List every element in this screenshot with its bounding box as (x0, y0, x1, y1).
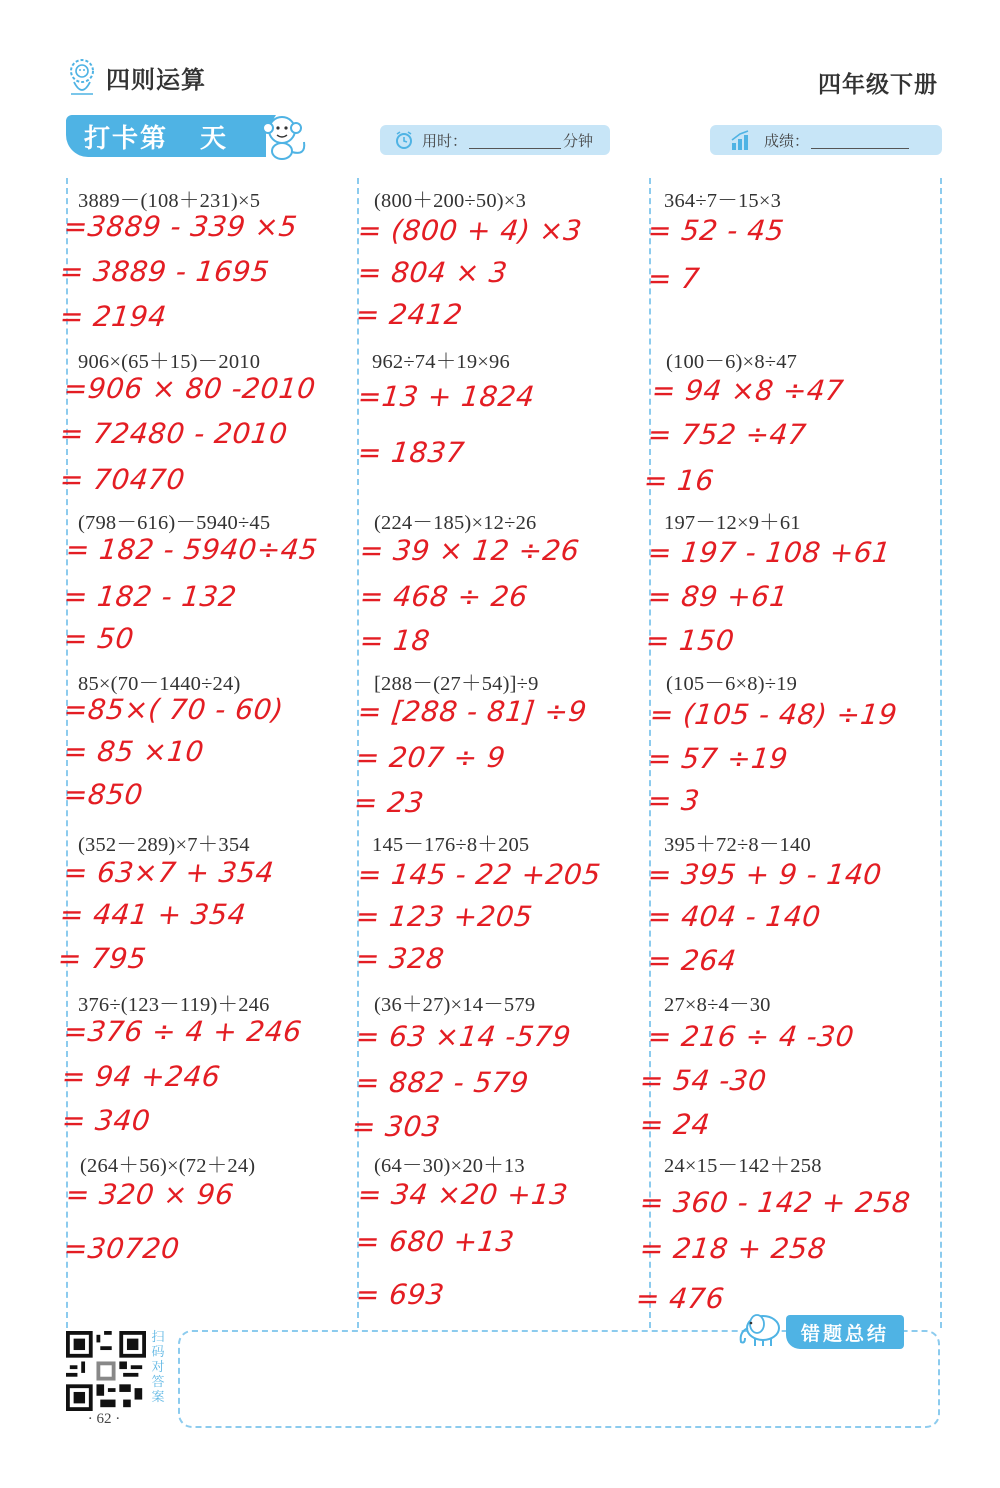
lion-mascot-icon (66, 58, 98, 96)
time-field (380, 125, 610, 155)
problem-question: 376÷(123－119)＋246 (78, 994, 270, 1016)
handwritten-step: = 182 - 5940÷45 (64, 533, 320, 566)
handwritten-step: = 123 +205 (354, 900, 535, 933)
score-blank[interactable] (811, 132, 909, 149)
problem-question: (100－6)×8÷47 (666, 351, 798, 373)
handwritten-step: = 89 +61 (646, 580, 790, 613)
handwritten-step: = 216 ÷ 4 -30 (646, 1020, 856, 1053)
handwritten-step: = 476 (634, 1282, 727, 1315)
header-left (66, 58, 206, 96)
handwritten-step: = 24 (638, 1108, 712, 1141)
problem-question: 85×(70－1440÷24) (78, 673, 241, 695)
handwritten-step: = 882 - 579 (354, 1066, 531, 1099)
problem-question: (224－185)×12÷26 (374, 512, 537, 534)
handwritten-step: = 63×7 + 354 (62, 856, 276, 889)
bar-chart-icon (730, 129, 752, 151)
handwritten-step: = 16 (642, 464, 716, 497)
elephant-mascot-icon (733, 1306, 789, 1350)
handwritten-step: =850 (62, 778, 145, 811)
problem-question: 906×(65＋15)－2010 (78, 351, 261, 373)
problem-question: (798－616)－5940÷45 (78, 512, 271, 534)
handwritten-step: = 468 ÷ 26 (358, 580, 530, 613)
handwritten-step: = 804 × 3 (356, 256, 510, 289)
problem-question: (105－6×8)÷19 (666, 673, 798, 695)
handwritten-step: = 18 (358, 624, 432, 657)
handwritten-step: = 218 + 258 (638, 1232, 828, 1265)
problem-question: (264＋56)×(72＋24) (80, 1155, 256, 1177)
problem-question: (36＋27)×14－579 (374, 994, 536, 1016)
time-label: 用时： (422, 131, 468, 150)
handwritten-step: =85×( 70 - 60) (62, 693, 286, 726)
handwritten-step: = 63 ×14 -579 (354, 1020, 573, 1053)
handwritten-step: = 320 × 96 (64, 1178, 236, 1211)
mistake-summary-label: 错题总结 (786, 1315, 904, 1349)
problem-question: [288－(27＋54)]÷9 (374, 673, 539, 695)
qr-code-icon[interactable] (66, 1331, 146, 1411)
handwritten-step: = (105 - 48) ÷19 (648, 698, 899, 731)
handwritten-step: = 50 (62, 622, 136, 655)
problem-question: 962÷74＋19×96 (372, 351, 510, 373)
problem-question: 364÷7－15×3 (664, 190, 782, 212)
grade-label: 四年级下册 (818, 72, 938, 98)
monkey-mascot-icon (256, 110, 312, 162)
handwritten-step: = 85 ×10 (62, 735, 206, 768)
problem-question: (64－30)×20＋13 (374, 1155, 525, 1177)
problem-question: 197－12×9＋61 (664, 512, 801, 534)
alarm-clock-icon (394, 130, 414, 150)
handwritten-step: = 360 - 142 + 258 (638, 1186, 913, 1219)
handwritten-step: = 94 ×8 ÷47 (650, 374, 846, 407)
handwritten-step: = 752 ÷47 (646, 418, 809, 451)
handwritten-step: = 680 +13 (354, 1225, 517, 1258)
handwritten-step: = 404 - 140 (646, 900, 823, 933)
handwritten-step: =376 ÷ 4 + 246 (62, 1015, 304, 1048)
handwritten-step: = (800 + 4) ×3 (356, 214, 584, 247)
problem-question: 395＋72÷8－140 (664, 834, 811, 856)
score-label: 成绩： (764, 131, 810, 150)
handwritten-step: = 39 × 12 ÷26 (358, 534, 582, 567)
handwritten-step: = 303 (350, 1110, 443, 1143)
handwritten-step: = 264 (646, 944, 739, 977)
handwritten-step: = 72480 - 2010 (58, 417, 290, 450)
problem-question: 27×8÷4－30 (664, 994, 771, 1016)
handwritten-step: = 182 - 132 (62, 580, 239, 613)
problem-question: (800＋200÷50)×3 (374, 190, 527, 212)
time-unit: 分钟 (563, 131, 594, 150)
handwritten-step: = 145 - 22 +205 (356, 858, 603, 891)
column-divider (940, 178, 942, 1328)
handwritten-step: = 395 + 9 - 140 (646, 858, 884, 891)
unit-title: 四则运算 (106, 65, 206, 94)
handwritten-step: = 57 ÷19 (646, 742, 790, 775)
handwritten-step: = 207 ÷ 9 (354, 741, 508, 774)
check-in-banner (66, 115, 266, 157)
handwritten-step: = 94 +246 (60, 1060, 223, 1093)
handwritten-step: = 70470 (58, 463, 187, 496)
handwritten-step: = 3889 - 1695 (58, 255, 272, 288)
check-in-suffix: 天 (200, 123, 229, 154)
handwritten-step: = 1837 (356, 436, 467, 469)
handwritten-step: = [288 - 81] ÷9 (356, 695, 589, 728)
handwritten-step: = 693 (354, 1278, 447, 1311)
scan-for-answers-label: 扫码对答案 (151, 1330, 165, 1405)
score-field (710, 125, 942, 155)
handwritten-step: =30720 (62, 1232, 182, 1265)
handwritten-step: = 2194 (58, 300, 169, 333)
handwritten-step: =13 + 1824 (356, 380, 537, 413)
problem-question: 3889－(108＋231)×5 (78, 190, 261, 212)
handwritten-step: = 34 ×20 +13 (356, 1178, 570, 1211)
handwritten-step: =3889 - 339 ×5 (62, 210, 299, 243)
check-in-prefix: 打卡第 (84, 123, 169, 154)
time-blank[interactable] (469, 132, 561, 149)
problem-question: 24×15－142＋258 (664, 1155, 822, 1177)
handwritten-step: = 2412 (354, 298, 465, 331)
handwritten-step: =906 × 80 -2010 (62, 372, 318, 405)
problem-question: (352－289)×7＋354 (78, 834, 250, 856)
handwritten-step: = 7 (646, 262, 702, 295)
handwritten-step: = 441 + 354 (58, 898, 248, 931)
problem-question: 145－176÷8＋205 (372, 834, 530, 856)
handwritten-step: = 23 (352, 786, 426, 819)
handwritten-step: = 52 - 45 (646, 214, 786, 247)
page-number: · 62 · (87, 1411, 121, 1427)
handwritten-step: = 197 - 108 +61 (646, 536, 893, 569)
handwritten-step: = 328 (354, 942, 447, 975)
handwritten-step: = 150 (644, 624, 737, 657)
handwritten-step: = 54 -30 (638, 1064, 769, 1097)
handwritten-step: = 3 (646, 784, 702, 817)
handwritten-step: = 340 (60, 1104, 153, 1137)
handwritten-step: = 795 (56, 942, 149, 975)
